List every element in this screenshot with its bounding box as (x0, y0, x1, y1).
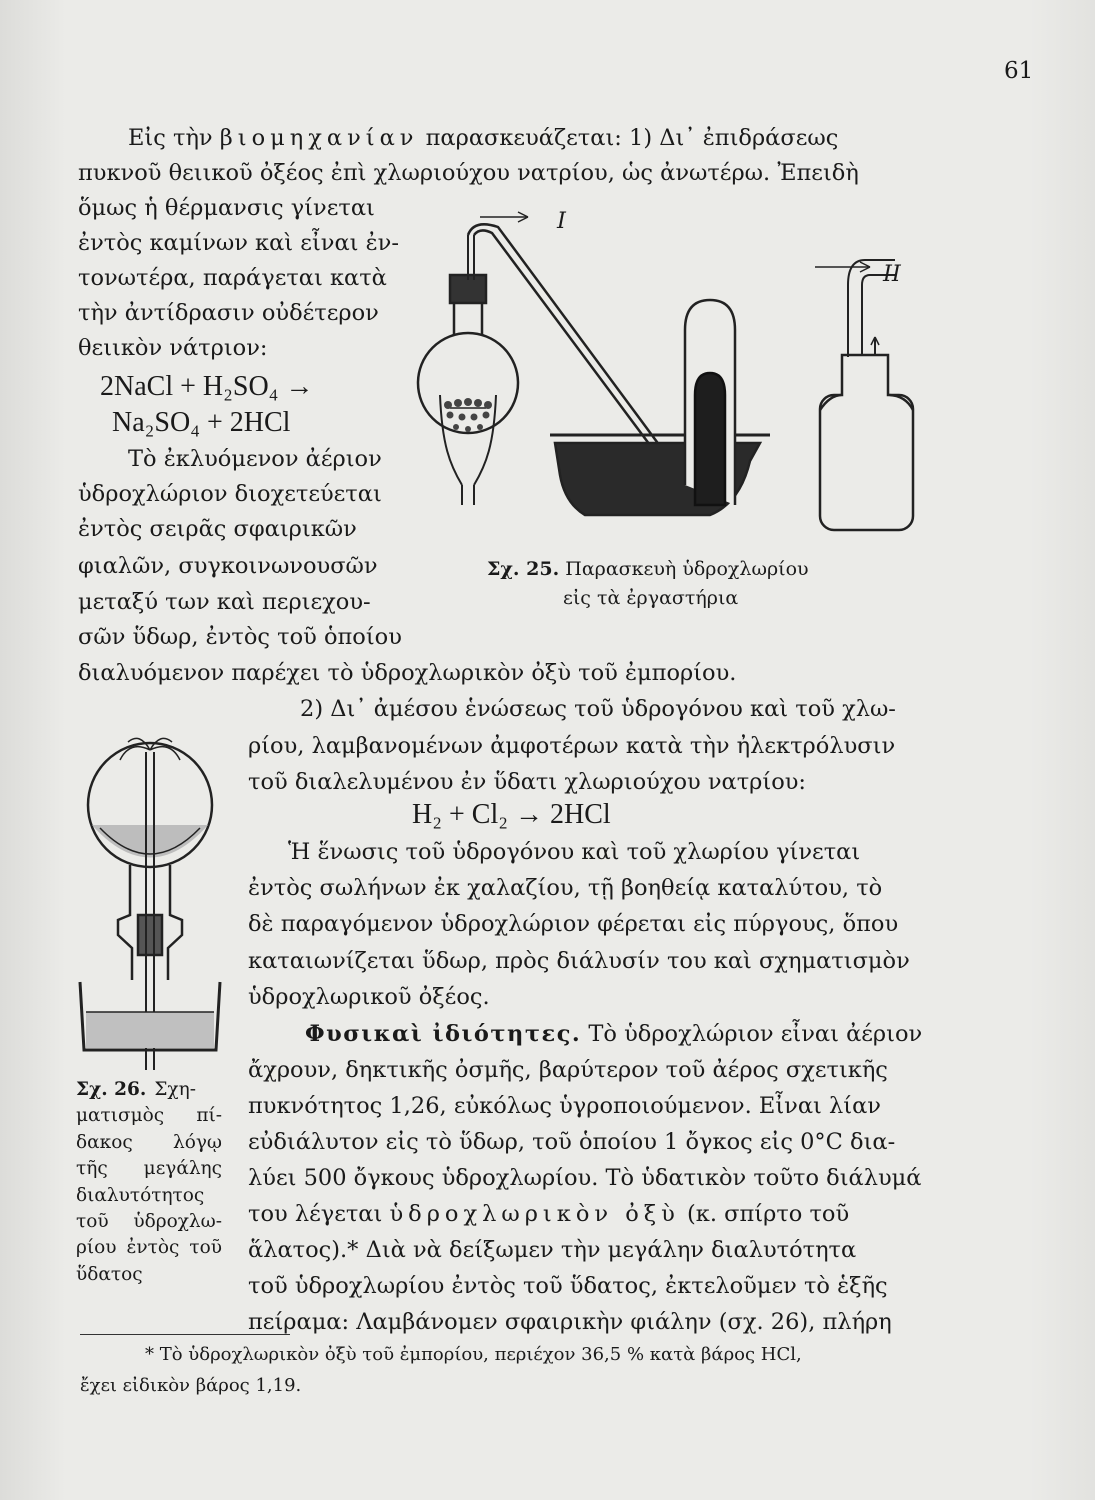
section-heading: Φυσικαὶ ἰδιότητες. (305, 1021, 582, 1047)
reaction1-line1: 2NaCl + H₂SO₄ → (100, 371, 314, 402)
footnote-rule (80, 1334, 290, 1335)
p4-line1: Ἡ ἕνωσις τοῦ ὑδρογόνου καὶ τοῦ χλωρίου γίνεται (288, 839, 861, 865)
figure-25-apparatus (410, 205, 940, 555)
pp-line6: του λέγεται ὑδροχλωρικὸν ὀξὺ (κ. σπίρτο τοῦ (248, 1201, 850, 1227)
p2-line7: διαλυόμενον παρέχει τὸ ὑδροχλωρικὸν ὀξὺ τοῦ ἐμπορίου. (78, 660, 737, 686)
figure26-caption: Σχ. 26. Σχη- ματισμὸς πί- δακος λόγῳ τῆς μεγάλης διαλυτότητος τοῦ ὑδροχλω- ρίου ἐντὸς τοῦ ὕδατος (76, 1079, 222, 1285)
p2-line3: ἐντὸς σειρᾶς σφαιρικῶν (78, 516, 357, 542)
page-number: 61 (1004, 58, 1034, 84)
p4-line5: ὑδροχλωρικοῦ ὀξέος. (248, 984, 490, 1010)
p2-line1: Τὸ ἐκλυόμενον ἀέριον (128, 446, 382, 472)
pp-line1: Φυσικαὶ ἰδιότητες. Τὸ ὑδροχλώριον εἶναι ἀέριον (305, 1021, 923, 1047)
p1-line7: θειικὸν νάτριον: (78, 335, 268, 361)
footnote-line2: ἔχει εἰδικὸν βάρος 1,19. (80, 1375, 302, 1396)
p3-line3: τοῦ διαλελυμένου ἐν ὕδατι χλωριούχου νατρίου: (248, 769, 807, 795)
fountain-spray (120, 738, 180, 760)
pp-line4: εὐδιάλυτον εἰς τὸ ὕδωρ, τοῦ ὁποίου 1 ὄγκος εἰς 0°C δια- (248, 1129, 896, 1155)
pp-line3: πυκνότητος 1,26, εὐκόλως ὑγροποιούμενον. Εἶναι λίαν (248, 1093, 881, 1119)
p1-line4: ἐντὸς καμίνων καὶ εἶναι ἐν- (78, 230, 399, 256)
p2-line6: σῶν ὕδωρ, ἐντὸς τοῦ ὁποίου (78, 624, 402, 650)
p1-line5: τονωτέρα, παράγεται κατὰ (78, 265, 387, 291)
figure25-label-I: I (557, 208, 566, 234)
p4-line2: ἐντὸς σωλήνων ἐκ χαλαζίου, τῇ βοηθείᾳ καταλύτου, τὸ (248, 875, 883, 901)
figure-26-fountain (70, 720, 240, 1070)
pp-line9: πείραμα: Λαμβάνομεν σφαιρικὴν φιάλην (σχ. 26), πλήρη (248, 1309, 892, 1335)
round-bottom-flask (418, 333, 518, 433)
p1-line6: τὴν ἀντίδρασιν οὐδέτερον (78, 300, 379, 326)
p3-line2: ρίου, λαμβανομένων ἀμφοτέρων κατὰ τὴν ἠλεκτρόλυσιν (248, 733, 896, 759)
p2-line2: ὑδροχλώριον διοχετεύεται (78, 481, 382, 507)
reaction1-line2: Na₂SO₄ + 2HCl (112, 407, 291, 438)
pp-line2: ἄχρουν, δηκτικῆς ὀσμῆς, βαρύτερον τοῦ ἀέρος σχετικῆς (248, 1057, 888, 1083)
pp-line8: τοῦ ὑδροχλωρίου ἐντὸς τοῦ ὕδατος, ἐκτελοῦμεν τὸ ἑξῆς (248, 1273, 888, 1299)
figure25-caption-line2: εἰς τὰ ἐργαστήρια (563, 587, 739, 609)
p4-line3: δὲ παραγόμενον ὑδροχλώριον φέρεται εἰς πύργους, ὅπου (248, 911, 899, 937)
p1-line3: ὅμως ἡ θέρμανσις γίνεται (78, 195, 375, 221)
collection-bottle (820, 395, 913, 530)
p1-line1: Εἰς τὴν βιομηχανίαν παρασκευάζεται: 1) Δι᾽ ἐπιδράσεως (128, 125, 839, 151)
reaction2: H₂ + Cl₂ → 2HCl (412, 799, 611, 830)
p2-line4: φιαλῶν, συγκοινωνουσῶν (78, 553, 378, 579)
p3-line1: 2) Δι᾽ ἀμέσου ἑνώσεως τοῦ ὑδρογόνου καὶ τοῦ χλω- (300, 696, 896, 722)
pp-line7: ἅλατος).* Διὰ νὰ δείξωμεν τὴν μεγάλην διαλυτότητα (248, 1237, 857, 1263)
figure25-label-II: II (883, 261, 901, 287)
hcl-liquid-column (695, 373, 725, 505)
pp-line5: λύει 500 ὄγκους ὑδροχλωρίου. Τὸ ὑδατικὸν τοῦτο διάλυμά (248, 1165, 922, 1191)
p1-line2: πυκνοῦ θειικοῦ ὀξέος ἐπὶ χλωριούχου νατρίου, ὡς ἀνωτέρω. Ἐπειδὴ (78, 160, 859, 186)
figure25-caption-line1: Σχ. 25. Παρασκευὴ ὑδροχλωρίου (487, 558, 809, 580)
p2-line5: μεταξύ των καὶ περιεχου- (78, 589, 371, 615)
p4-line4: καταιωνίζεται ὕδωρ, πρὸς διάλυσίν του καὶ σχηματισμὸν (248, 948, 910, 974)
footnote-line1: * Τὸ ὑδροχλωρικὸν ὀξὺ τοῦ ἐμπορίου, περιέχον 36,5 % κατὰ βάρος HCl, (145, 1344, 802, 1365)
